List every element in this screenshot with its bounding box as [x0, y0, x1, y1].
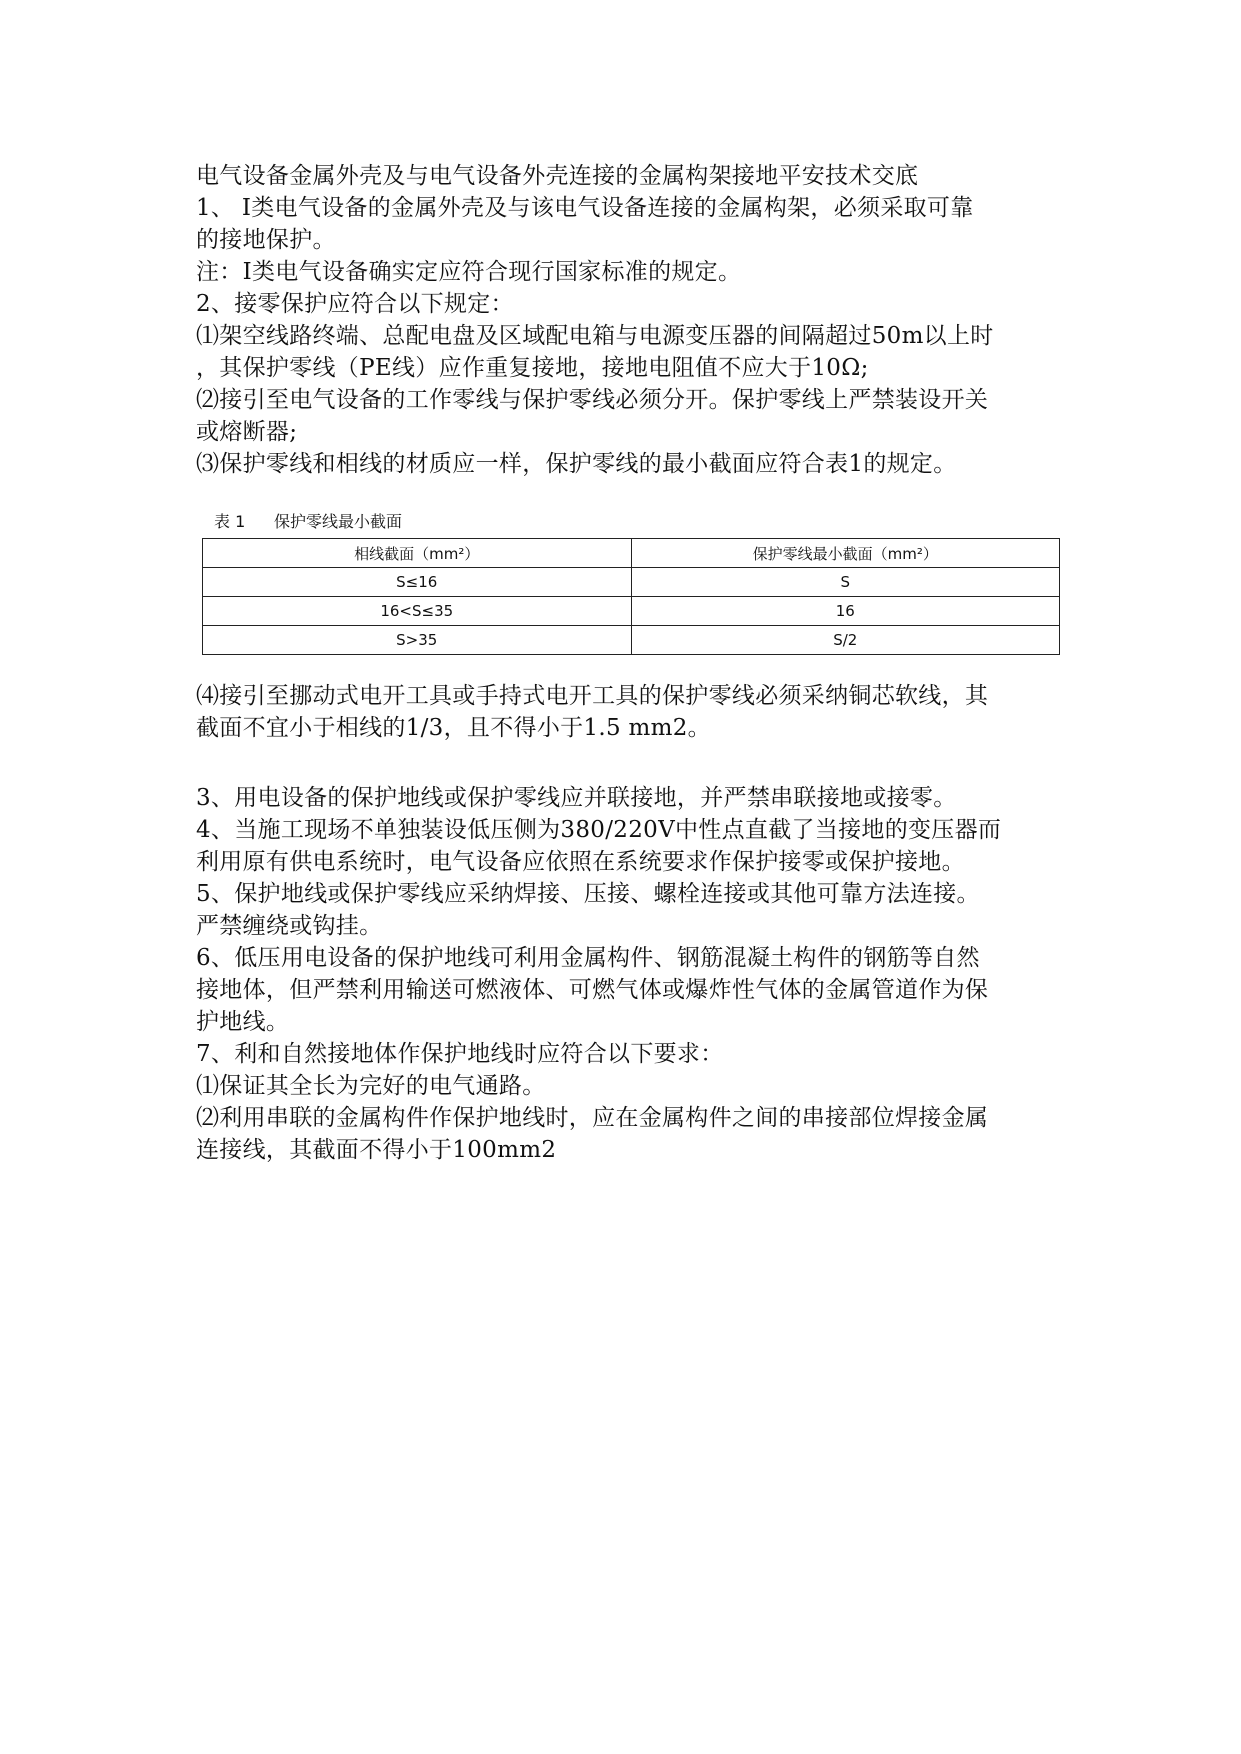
table-caption-title: 保护零线最小截面 — [274, 512, 403, 531]
column-header-phase-section: 相线截面（mm²） — [203, 539, 632, 568]
text-line: 5、保护地线或保护零线应采纳焊接、压接、螺栓连接或其他可靠方法连接。 — [196, 881, 980, 907]
text-line: 利用原有供电系统时，电气设备应依照在系统要求作保护接零或保护接地。 — [196, 849, 965, 875]
table-cell: S/2 — [631, 626, 1060, 655]
text-block-bottom — [196, 782, 1066, 1166]
table-row — [203, 626, 1060, 655]
text-line: 1、 Ⅰ类电气设备的金属外壳及与该电气设备连接的金属构架，必须采取可靠 — [196, 195, 974, 221]
text-line: ⑵接引至电气设备的工作零线与保护零线必须分开。保护零线上严禁装设开关 — [196, 387, 989, 413]
text-block-top — [196, 160, 1066, 480]
text-line: 截面不宜小于相线的1/3，且不得小于1.5 mm2。 — [196, 715, 711, 741]
text-line: 6、低压用电设备的保护地线可利用金属构件、钢筋混凝土构件的钢筋等自然 — [196, 945, 980, 971]
text-line: ⑵利用串联的金属构件作保护地线时，应在金属构件之间的串接部位焊接金属 — [196, 1105, 989, 1131]
text-line: ⑷接引至挪动式电开工具或手持式电开工具的保护零线必须采纳铜芯软线，其 — [196, 683, 989, 709]
text-line: 的接地保护。 — [196, 227, 336, 253]
document-title: 电气设备金属外壳及与电气设备外壳连接的金属构架接地平安技术交底 — [196, 163, 919, 189]
text-line: 连接线，其截面不得小于100mm2 — [196, 1137, 557, 1163]
text-line: 3、用电设备的保护地线或保护零线应并联接地，并严禁串联接地或接零。 — [196, 785, 957, 811]
table-cell: 16 — [631, 597, 1060, 626]
table-cell: 16<S≤35 — [203, 597, 632, 626]
table-header-row — [203, 539, 1060, 568]
text-line: ，其保护零线（PE线）应作重复接地，接地电阻值不应大于10Ω; — [196, 355, 869, 381]
text-line: ⑴保证其全长为完好的电气通路。 — [196, 1073, 546, 1099]
text-line: 严禁缠绕或钩挂。 — [196, 913, 383, 939]
text-line: 注：Ⅰ类电气设备确实定应符合现行国家标准的规定。 — [196, 259, 742, 285]
text-line: ⑶保护零线和相线的材质应一样，保护零线的最小截面应符合表1的规定。 — [196, 451, 957, 477]
table-cell: S≤16 — [203, 568, 632, 597]
text-line: 护地线。 — [196, 1009, 290, 1035]
table-row — [203, 568, 1060, 597]
table-row — [203, 597, 1060, 626]
text-line: 或熔断器; — [196, 419, 298, 445]
text-line: 4、当施工现场不单独装设低压侧为380/220V中性点直截了当接地的变压器而 — [196, 817, 1002, 843]
text-line: 7、利和自然接地体作保护地线时应符合以下要求： — [196, 1041, 724, 1067]
table-caption — [214, 512, 402, 532]
text-line: ⑴架空线路终端、总配电盘及区域配电箱与电源变压器的间隔超过50m以上时 — [196, 323, 994, 349]
cross-section-table — [202, 538, 1060, 655]
table-cell: S — [631, 568, 1060, 597]
table-cell: S>35 — [203, 626, 632, 655]
text-line: 接地体，但严禁利用输送可燃液体、可燃气体或爆炸性气体的金属管道作为保 — [196, 977, 989, 1003]
text-line: 2、接零保护应符合以下规定： — [196, 291, 514, 317]
column-header-pe-min-section: 保护零线最小截面（mm²） — [631, 539, 1060, 568]
table-caption-number: 表 1 — [214, 512, 246, 531]
text-block-middle — [196, 680, 1066, 744]
